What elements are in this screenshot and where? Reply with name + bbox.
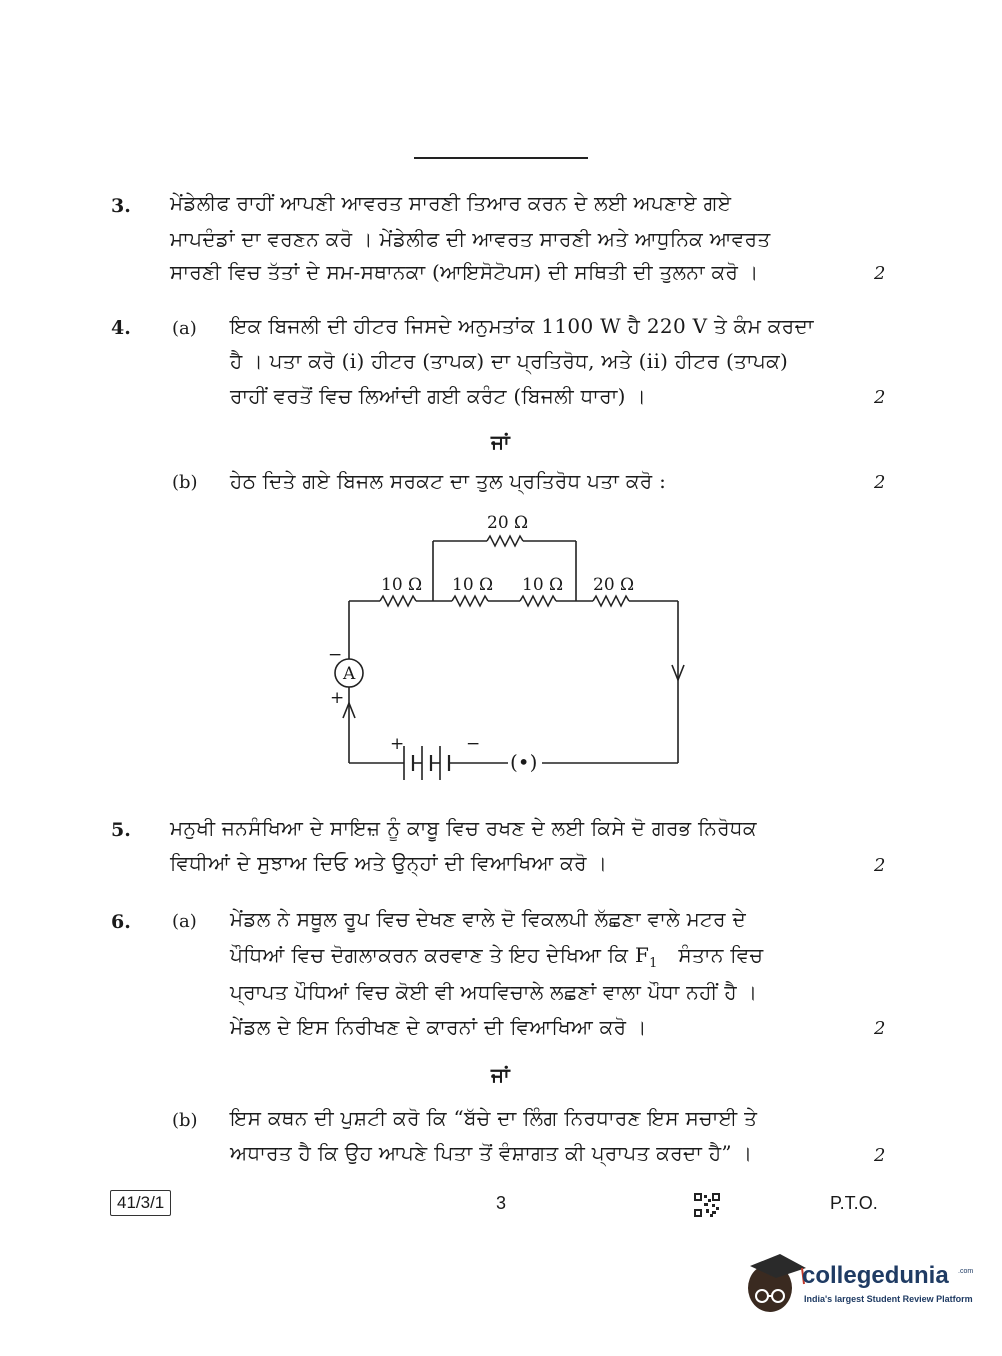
question-5-marks: 2: [874, 855, 886, 876]
question-6b-line-1: ਇਸ ਕਥਨ ਦੀ ਪੁਸ਼ਟੀ ਕਰੋ ਕਿ “ਬੱਚੇ ਦਾ ਲਿੰਗ ਨਿਰਧਾਰਣ ਇਸ ਸਚਾਈ ਤੇ: [230, 1106, 758, 1130]
question-6a-marks: 2: [874, 1018, 886, 1039]
plug-key: (•): [510, 750, 538, 774]
question-6a-line-2-tail: ਸੰਤਾਨ ਵਿਚ: [678, 943, 764, 967]
question-6a-line-4: ਮੇਂਡਲ ਦੇ ਇਸ ਨਿਰੀਖਣ ਦੇ ਕਾਰਨਾਂ ਦੀ ਵਿਆਖਿਆ ਕਰੋ ।: [230, 1015, 647, 1039]
top-rule: [414, 157, 588, 159]
ammeter-label: A: [343, 664, 356, 684]
question-6b-line-2: ਅਧਾਰਤ ਹੈ ਕਿ ਉਹ ਆਪਣੇ ਪਿਤਾ ਤੋਂ ਵੰਸ਼ਾਗਤ ਕੀ ਪ੍ਰਾਪਤ ਕਰਦਾ ਹੈ” ।: [230, 1141, 753, 1165]
question-4b-text: ਹੇਠ ਦਿਤੇ ਗਏ ਬਿਜਲ ਸਰਕਟ ਦਾ ਤੁਲ ਪ੍ਰਤਿਰੋਧ ਪਤਾ ਕਰੋ :: [230, 469, 667, 493]
paper-code: 41/3/1: [110, 1190, 171, 1216]
resistor-2: [452, 596, 488, 606]
circuit-diagram: [320, 505, 700, 795]
question-6-or: ਜਾਂ: [491, 1063, 510, 1087]
question-3-number: 3.: [111, 195, 131, 217]
resistor-3-label: 10 Ω: [522, 575, 564, 595]
question-4b-label: (b): [172, 472, 198, 493]
question-4-or: ਜਾਂ: [491, 430, 510, 454]
resistor-4: [593, 596, 629, 606]
resistor-1-label: 10 Ω: [381, 575, 423, 595]
question-3-line-2: ਮਾਪਦੰਡਾਂ ਦਾ ਵਰਣਨ ਕਰੋ । ਮੇਂਡੇਲੀਫ ਦੀ ਆਵਰਤ ਸਾਰਣੀ ਅਤੇ ਆਧੁਨਿਕ ਆਵਰਤ: [170, 227, 771, 251]
question-5-line-2: ਵਿਧੀਆਂ ਦੇ ਸੁਝਾਅ ਦਿਓ ਅਤੇ ਉਨ੍ਹਾਂ ਦੀ ਵਿਆਖਿਆ ਕਰੋ ।: [170, 851, 608, 875]
resistor-1: [380, 596, 416, 606]
question-3-marks: 2: [874, 263, 886, 284]
question-5-line-1: ਮਨੁਖੀ ਜਨਸੰਖਿਆ ਦੇ ਸਾਇਜ਼ ਨੂੰ ਕਾਬੂ ਵਿਚ ਰਖਣ ਦੇ ਲਈ ਕਿਸੇ ਦੋ ਗਰਭ ਨਿਰੋਧਕ: [170, 816, 757, 840]
question-6a-line-2-text: ਪੌਧਿਆਂ ਵਿਚ ਦੋਗਲਾਕਰਨ ਕਰਵਾਣ ਤੇ ਇਹ ਦੇਖਿਆ ਕਿ F: [230, 943, 650, 967]
question-6a-line-1: ਮੇਂਡਲ ਨੇ ਸਥੂਲ ਰੂਪ ਵਿਚ ਦੇਖਣ ਵਾਲੇ ਦੋ ਵਿਕਲਪੀ ਲੱਛਣਾ ਵਾਲੇ ਮਟਰ ਦੇ: [230, 907, 747, 931]
question-6a-line-2: [230, 943, 763, 971]
question-6a-line-3: ਪ੍ਰਾਪਤ ਪੌਧਿਆਂ ਵਿਚ ਕੋਈ ਵੀ ਅਧਵਿਚਾਲੇ ਲਛਣਾਂ ਵਾਲਾ ਪੌਧਾ ਨਹੀਂ ਹੈ ।: [230, 980, 758, 1004]
f1-subscript: 1: [649, 956, 658, 971]
question-3-line-1: ਮੇਂਡੇਲੀਫ ਰਾਹੀਂ ਆਪਣੀ ਆਵਰਤ ਸਾਰਣੀ ਤਿਆਰ ਕਰਨ ਦੇ ਲਈ ਅਪਣਾਏ ਗਏ: [170, 191, 732, 215]
question-4a-marks: 2: [874, 387, 886, 408]
question-6-number: 6.: [111, 911, 131, 933]
question-4a-label: (a): [172, 318, 197, 339]
question-4b-marks: 2: [874, 472, 886, 493]
question-6b-marks: 2: [874, 1145, 886, 1166]
pto-label: P.T.O.: [830, 1193, 878, 1213]
brand-com: .com: [958, 1268, 974, 1275]
brand-name: collegedunia: [802, 1262, 949, 1289]
question-6b-label: (b): [172, 1110, 198, 1131]
resistor-3: [520, 596, 556, 606]
ammeter-minus: −: [328, 645, 343, 665]
question-4a-line-3: ਰਾਹੀਂ ਵਰਤੋਂ ਵਿਚ ਲਿਆਂਦੀ ਗਈ ਕਰੰਟ (ਬਿਜਲੀ ਧਾਰਾ) ।: [230, 384, 647, 408]
resistor-top-label: 20 Ω: [487, 513, 529, 533]
resistor-4-label: 20 Ω: [593, 575, 635, 595]
question-6a-label: (a): [172, 911, 197, 932]
resistor-2-label: 10 Ω: [452, 575, 494, 595]
battery-plus: +: [390, 734, 405, 754]
battery-minus: −: [466, 734, 481, 754]
resistor-top: [487, 536, 523, 546]
question-4a-line-1: ਇਕ ਬਿਜਲੀ ਦੀ ਹੀਟਰ ਜਿਸਦੇ ਅਨੁਮਤਾਂਕ 1100 W ਹੈ 220 V ਤੇ ਕੰਮ ਕਰਦਾ: [230, 314, 814, 338]
brand-tagline: India's largest Student Review Platform: [804, 1294, 973, 1304]
question-3-line-3: ਸਾਰਣੀ ਵਿਚ ਤੱਤਾਂ ਦੇ ਸਮ-ਸਥਾਨਕਾ (ਆਇਸੋਟੋਪਸ) ਦੀ ਸਥਿਤੀ ਦੀ ਤੁਲਨਾ ਕਰੋ ।: [170, 260, 759, 284]
ammeter-plus: +: [330, 688, 345, 708]
question-4a-line-2: ਹੈ । ਪਤਾ ਕਰੋ (i) ਹੀਟਰ (ਤਾਪਕ) ਦਾ ਪ੍ਰਤਿਰੋਧ, ਅਤੇ (ii) ਹੀਟਰ (ਤਾਪਕ): [230, 349, 789, 373]
page-number: 3: [496, 1193, 507, 1213]
qr-code-icon: [694, 1193, 720, 1217]
question-4-number: 4.: [111, 317, 131, 339]
question-5-number: 5.: [111, 819, 131, 841]
